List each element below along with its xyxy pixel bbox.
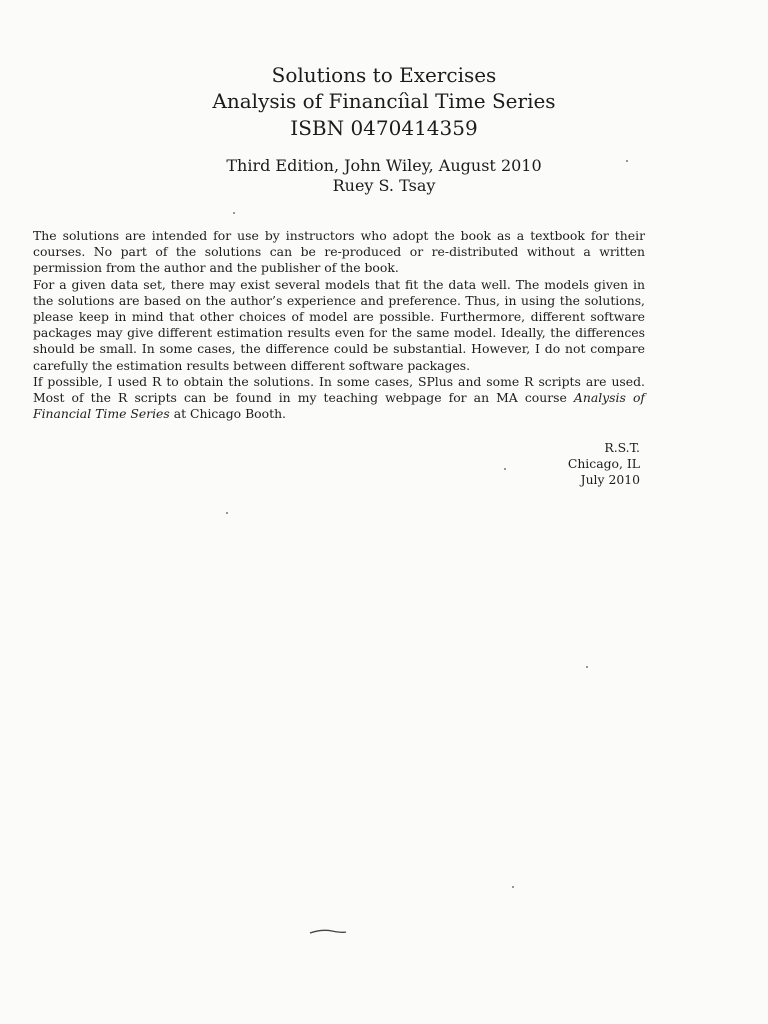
paragraph-software-end: at Chicago Booth. (169, 406, 286, 422)
scan-speck (233, 212, 235, 214)
signature-date: July 2010 (580, 472, 640, 487)
intro-body (33, 228, 645, 422)
scan-speck (226, 512, 228, 514)
scan-speck (504, 468, 506, 470)
paragraph-software-start: If possible, I used R to obtain the solutions. In some cases, SPlus and some R scripts are used. Most of the R scripts can be found in my teaching webpage for an MA course (33, 373, 645, 406)
scan-speck (512, 886, 514, 888)
signature-initials: R.S.T. (604, 440, 640, 455)
scan-speck (626, 160, 628, 162)
course-title: Analysis of Financial Time Series (33, 390, 645, 422)
title-line-1: Solutions to Exercises (271, 63, 497, 87)
paragraph-models: For a given data set, there may exist several models that fit the data well. The models given in the solutions are based on the author’s experience and preference. Thus, in using the solutions, please keep in mind that other choices of model are possible. Furthermore, different software packages may give different estimation results even for the same model. Ideally, the differences should be small. In some cases, the difference could be substantial. However, I do not compare carefully the estimation results between different software packages. (33, 276, 645, 373)
isbn-line: ISBN 0470414359 (290, 116, 478, 140)
author-line: Ruey S. Tsay (332, 176, 436, 195)
scan-speck (586, 666, 588, 668)
signature-place: Chicago, IL (567, 456, 640, 471)
edition-line: Third Edition, John Wiley, August 2010 (226, 156, 542, 175)
title-line-2: Analysis of Financíìal Time Series (212, 89, 556, 113)
scan-smudge-mark (308, 926, 348, 936)
signature-block (568, 440, 640, 488)
paragraph-software (33, 374, 645, 423)
paragraph-usage: The solutions are intended for use by instructors who adopt the book as a textbook for their courses. No part of the solutions can be re-produced or re-distributed without a written permission from the author and the publisher of the book. (33, 228, 645, 276)
